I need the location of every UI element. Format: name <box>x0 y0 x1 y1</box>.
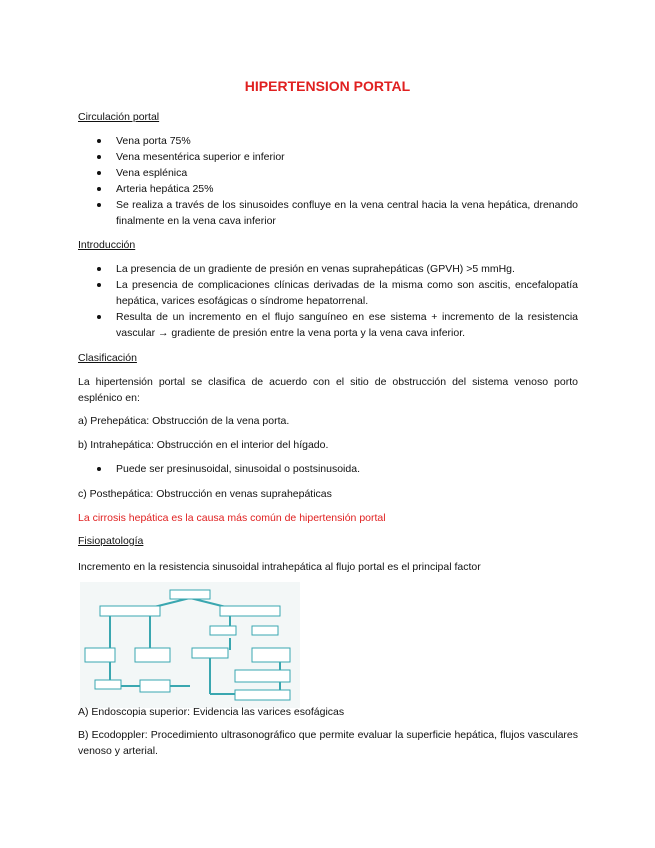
list-item: Vena porta 75% <box>78 133 578 149</box>
clasificacion-intro: La hipertensión portal se clasifica de acuerdo con el sitio de obstrucción del sistema venoso porto esplénico en: <box>78 376 578 404</box>
clasificacion-c: c) Posthepática: Obstrucción en venas suprahepáticas <box>78 488 332 500</box>
list-item: Vena esplénica <box>78 165 578 181</box>
list-clasificacion-b <box>78 461 578 477</box>
list-item: La presencia de un gradiente de presión en venas suprahepáticas (GPVH) >5 mmHg. <box>78 261 578 277</box>
list-item: Se realiza a través de los sinusoides confluye en la vena central hacia la vena hepática, drenando finalmente en la vena cava inferior <box>78 197 578 229</box>
clasificacion-a: a) Prehepática: Obstrucción de la vena porta. <box>78 415 290 427</box>
diagnostico-b: B) Ecodoppler: Procedimiento ultrasonográfico que permite evaluar la superficie hepática, flujos vasculares venoso y arterial. <box>78 729 578 757</box>
list-item: La presencia de complicaciones clínicas derivadas de la misma como son ascitis, encefalopatía hepática, varices esofágicas o síndrome hepatorrenal. <box>78 277 578 309</box>
heading-circulacion: Circulación portal <box>78 111 160 123</box>
list-item: Arteria hepática 25% <box>78 181 578 197</box>
fisiopatologia-text: Incremento en la resistencia sinusoidal intrahepática al flujo portal es el principal factor <box>78 561 481 573</box>
heading-clasificacion: Clasificación <box>78 352 137 364</box>
list-item: Vena mesentérica superior e inferior <box>78 149 578 165</box>
list-item: Resulta de un incremento en el flujo sanguíneo en ese sistema + incremento de la resistencia vascular → gradiente de presión entre la vena porta y la vena cava inferior. <box>78 309 578 341</box>
page-title: HIPERTENSION PORTAL <box>244 78 411 94</box>
clasificacion-b: b) Intrahepática: Obstrucción en el interior del hígado. <box>78 439 329 451</box>
diagnostico-a: A) Endoscopia superior: Evidencia las varices esofágicas <box>78 706 345 718</box>
list-item: Puede ser presinusoidal, sinusoidal o postsinusoida. <box>78 461 578 477</box>
heading-introduccion: Introducción <box>78 239 136 251</box>
clasificacion-note: La cirrosis hepática es la causa más común de hipertensión portal <box>78 512 386 524</box>
heading-fisiopatologia: Fisiopatología <box>78 535 144 547</box>
pathophysiology-diagram <box>80 582 300 708</box>
list-introduccion <box>78 261 578 341</box>
list-circulacion <box>78 133 578 229</box>
